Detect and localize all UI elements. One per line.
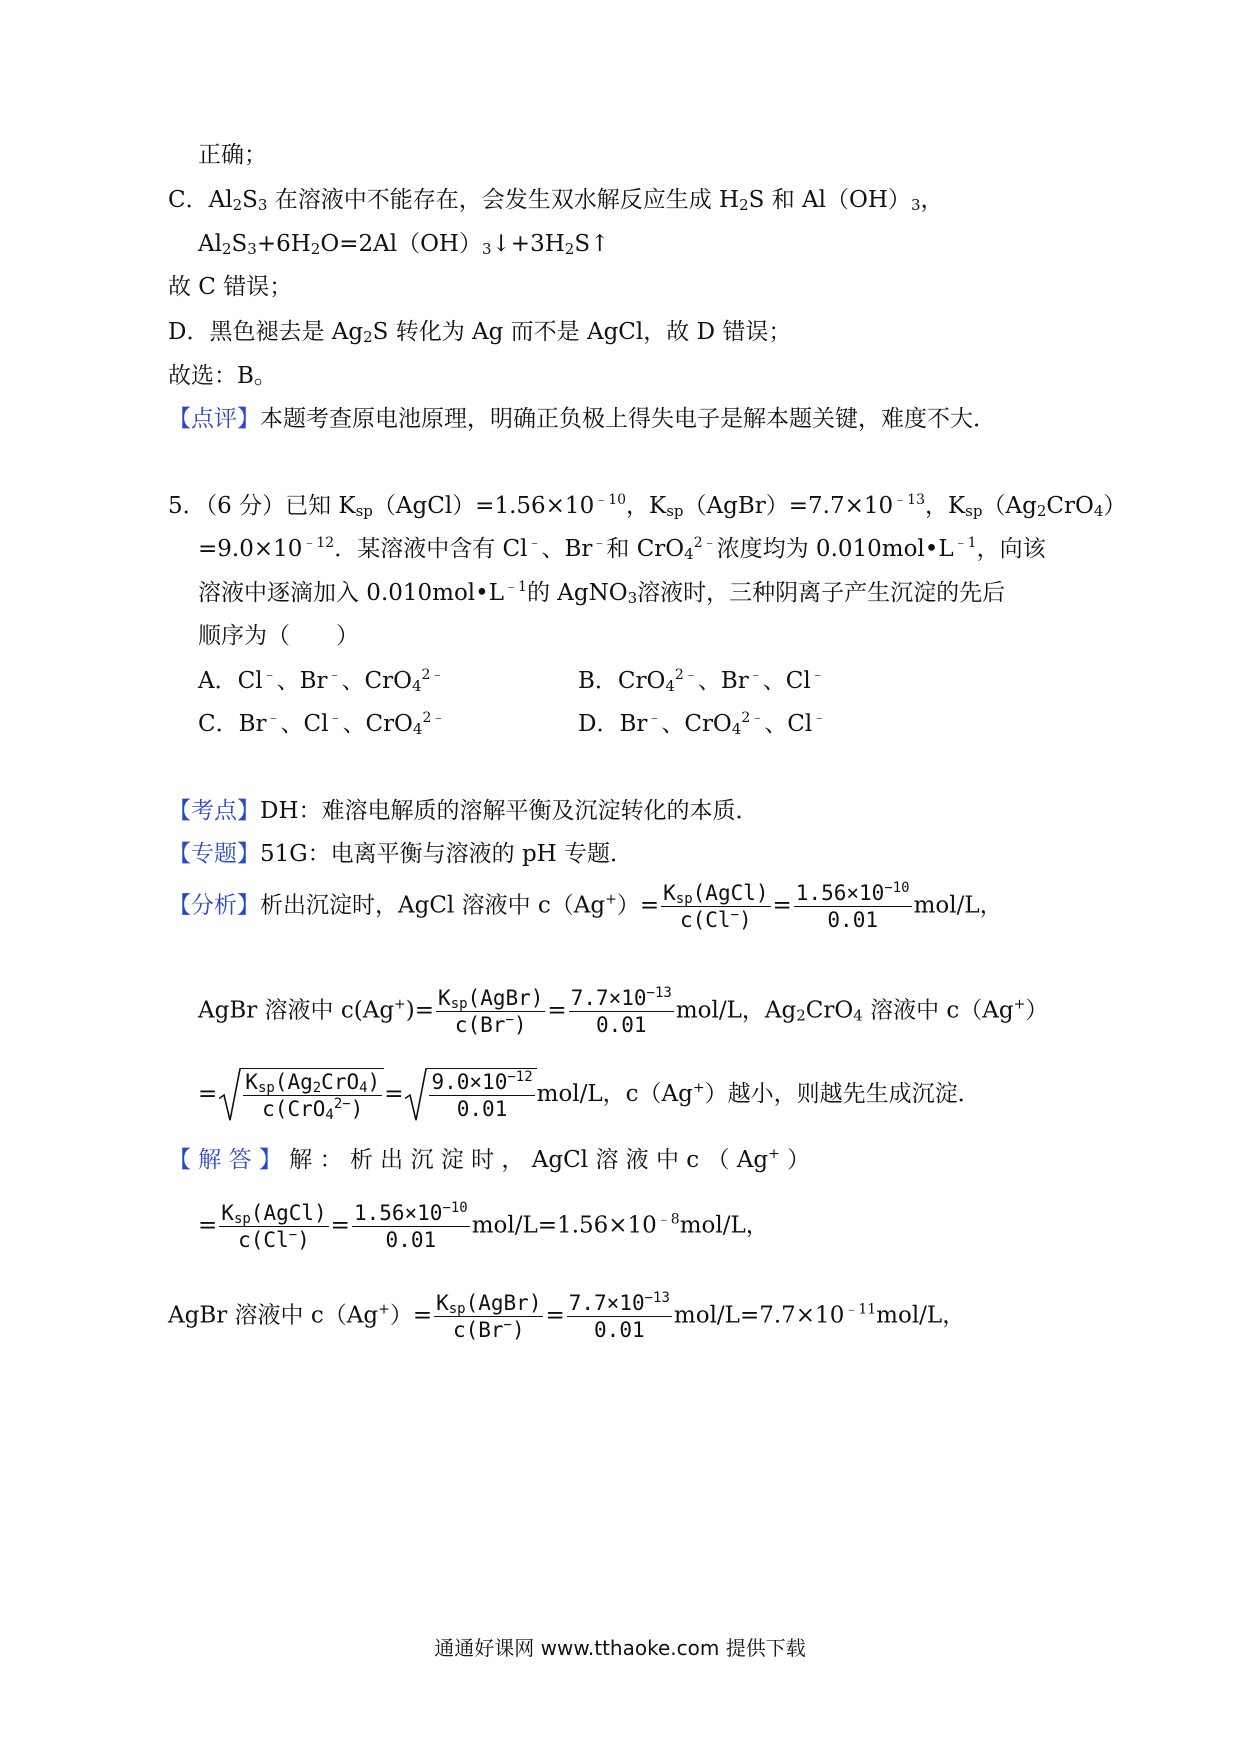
review-line: 【点评】本题考查原电池原理，明确正负极上得失电子是解本题关键，难度不大． <box>168 406 996 432</box>
question-5-line-2: $=9.0\times 10^{﹣12}$．某溶液中含有 Cl﹣、Br﹣和 CrO$_4^{2﹣}$浓度均为 $0.010mol•L^{﹣1}$，向该 <box>198 535 1046 563</box>
fraction-ksp-agbr: $\frac{K_{sp}(AgBr)}{c(Br^-)}$ <box>438 986 544 1037</box>
page-footer: 通通好课网 www.tthaoke.com 提供下载 <box>434 1636 806 1660</box>
fraction-value-agcl-2: $\frac{1.56\times 10^{-10}}{0.01}$ <box>353 1200 468 1252</box>
jieda-line-3: AgBr 溶液中 c（Ag+）= $\frac{K_{sp}(AgBr)}{c(Br^-)}$ = $\frac{7.7\times 10^{-13}}{0.01}$ mol/$L=7.7\times 10^{﹣11}mol/L$， <box>168 1290 966 1342</box>
fenxi-line-1: 【分析】析出沉淀时，AgCl 溶液中 c（Ag+）= $\frac{K_{sp}(AgCl)}{c(Cl^-)}$ = $\frac{1.56\times 10^{-10}}{0.01}$ mol/L， <box>168 880 1003 932</box>
kaodian-tag: 【考点】 <box>168 798 260 824</box>
question-5-line-4: 顺序为（ ） <box>198 623 359 649</box>
option-d: D．Br﹣、CrO$_4^{2﹣}$、Cl﹣ <box>578 710 827 738</box>
text-line: 正确； <box>198 142 267 168</box>
fraction-ksp-agcl-2: $\frac{K_{sp}(AgCl)}{c(Cl^-)}$ <box>221 1201 327 1252</box>
fenxi-tag: 【分析】 <box>168 892 260 919</box>
option-b: B．CrO$_4^{2﹣}$、Br﹣、Cl﹣ <box>578 667 825 695</box>
jieda-line-1: 【 解 答 】 解 ： 析 出 沉 淀 时 ， AgCl 溶 液 中 c （ Ag+ ） <box>168 1146 811 1173</box>
text-line: 故 C 错误； <box>168 274 293 300</box>
question-5-line-3: 溶液中逐滴加入 $0.010mol•L^{﹣1}$的 AgNO$_3$溶液时，三种阴离子产生沉淀的先后 <box>198 579 1006 607</box>
option-a: A．Cl﹣、Br﹣、CrO$_4^{2﹣}$ <box>198 667 445 695</box>
equation-line: $Al_2S_3+6H_2O=2Al(OH)_3↓+3H_2S↑$ <box>198 231 610 258</box>
option-d-explanation: D．黑色褪去是 $Ag_2S$ 转化为 Ag 而不是 AgCl，故 D 错误； <box>168 319 792 346</box>
fenxi-line-2: AgBr 溶液中 c(Ag+)= $\frac{K_{sp}(AgBr)}{c(Br^-)}$ = $\frac{7.7\times 10^{-13}}{0.01}$ mol/L，$Ag_2CrO_4$ 溶液中 c（Ag+） <box>198 985 1049 1037</box>
sqrt-ksp-ag2cro4: $\frac{K_{sp}(Ag_2CrO_4)}{c(CrO_4^{2-})}$ <box>219 1068 384 1122</box>
fraction-value-agbr: $\frac{7.7\times 10^{-13}}{0.01}$ <box>570 985 672 1037</box>
question-5-line-1: 5．（6 分）已知 $K_{sp}(AgCl)=1.56\times 10^{﹣10}$，$K_{sp}(AgBr)=7.7\times 10^{﹣13}$，$K_{sp}(Ag_2CrO_4)$ <box>168 492 1127 520</box>
review-tag: 【点评】 <box>168 406 260 432</box>
fenxi-line-3: = $\frac{K_{sp}(Ag_2CrO_4)}{c(CrO_4^{2-})}$ = $\frac{9.0\times 10^{-12}}{0.01}$ mol/L，c（Ag+）越小，则越先生成沉淀． <box>198 1069 981 1123</box>
zhuanti-tag: 【专题】 <box>168 841 260 867</box>
jieda-line-2: = $\frac{K_{sp}(AgCl)}{c(Cl^-)}$ = $\frac{1.56\times 10^{-10}}{0.01}$ mol/$L=1.56\times 10^{﹣8}mol/L$， <box>198 1200 769 1252</box>
jieda-tag: 【 解 答 】 <box>168 1147 282 1173</box>
option-c-explanation: C．$Al_2S_3$ 在溶液中不能存在，会发生双水解反应生成 $H_2S$ 和 $Al(OH)_3$， <box>168 187 944 214</box>
fraction-ksp-agbr-2: $\frac{K_{sp}(AgBr)}{c(Br^-)}$ <box>436 1291 542 1342</box>
kaodian-line: 【考点】DH：难溶电解质的溶解平衡及沉淀转化的本质． <box>168 798 759 824</box>
option-c: C．Br﹣、Cl﹣、CrO$_4^{2﹣}$ <box>198 710 446 738</box>
zhuanti-line: 【专题】51G：电离平衡与溶液的 pH 专题． <box>168 841 634 867</box>
fraction-value-agbr-2: $\frac{7.7\times 10^{-13}}{0.01}$ <box>568 1290 670 1342</box>
answer-line: 故选：B。 <box>168 363 277 389</box>
fraction-ksp-agcl: $\frac{K_{sp}(AgCl)}{c(Cl^-)}$ <box>663 881 769 932</box>
sqrt-value-ag2cro4: $\frac{9.0\times 10^{-12}}{0.01}$ <box>405 1068 536 1122</box>
fraction-value-agcl: $\frac{1.56\times 10^{-10}}{0.01}$ <box>795 880 910 932</box>
